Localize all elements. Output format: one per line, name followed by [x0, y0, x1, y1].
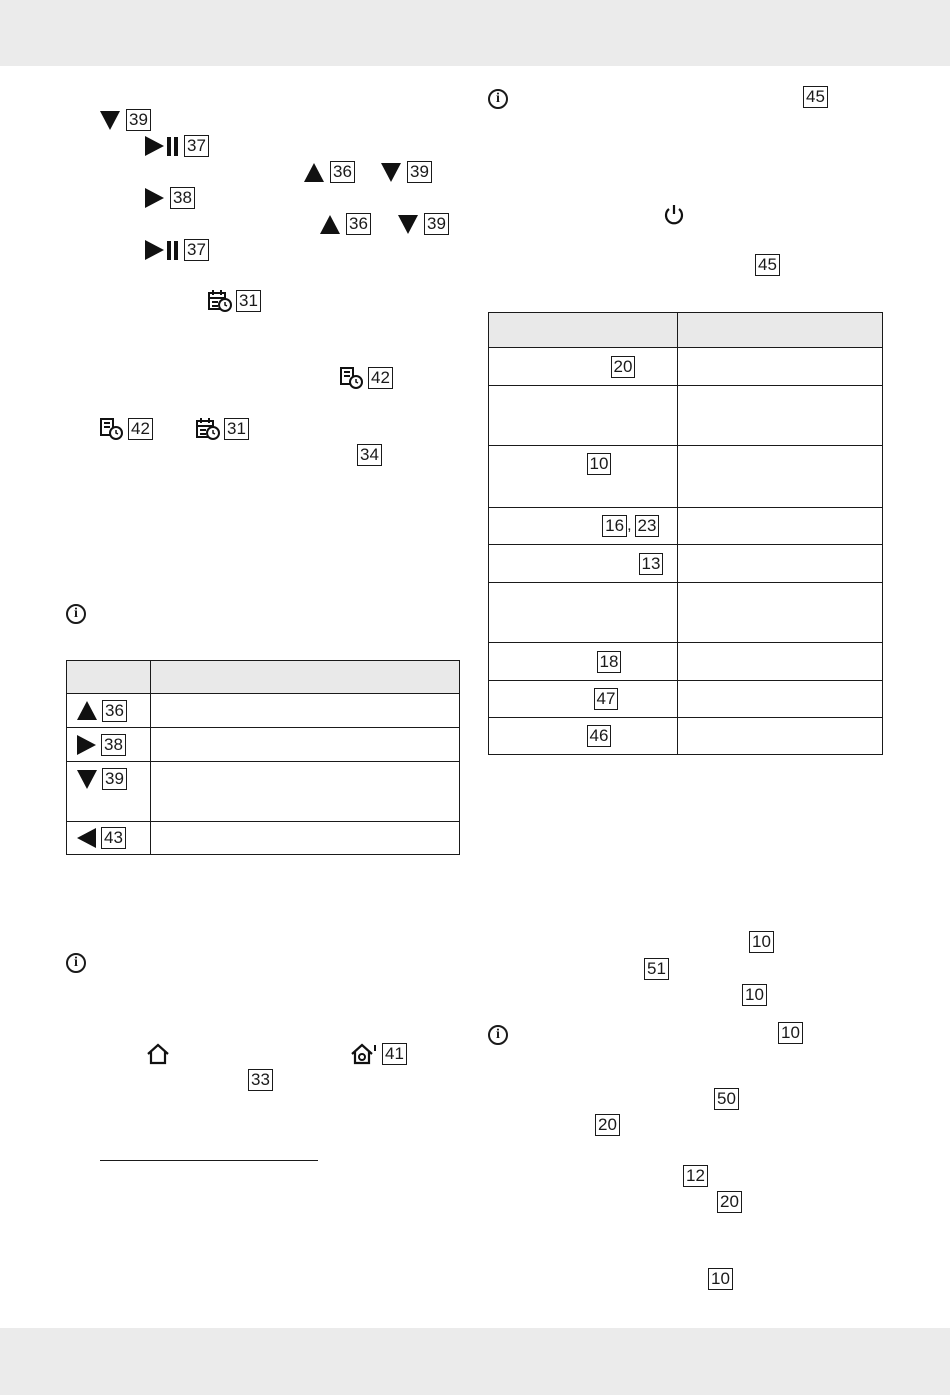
ref-arrow-up-36 — [320, 212, 371, 236]
ref-number: 46 — [587, 725, 612, 747]
ref-number: 18 — [597, 651, 622, 673]
ref-number: 38 — [101, 734, 126, 756]
table-header-row — [489, 313, 883, 348]
ref-arrow-right-38 — [145, 186, 195, 210]
ref-number: 45 — [755, 254, 780, 276]
table-row — [489, 718, 883, 755]
arrow-down-icon — [77, 770, 97, 789]
ref-number: 38 — [170, 187, 195, 209]
ref-45 — [755, 253, 780, 277]
ref-50 — [714, 1087, 739, 1111]
calendar-timer-icon — [196, 418, 220, 440]
ref-number: 39 — [407, 161, 432, 183]
status-table — [488, 312, 883, 755]
ref-number: 20 — [595, 1114, 620, 1136]
ref-45 — [803, 85, 828, 109]
arrow-down-icon — [100, 111, 120, 130]
ref-calendar-timer-31 — [208, 289, 261, 313]
play-pause-icon — [145, 136, 178, 156]
away-home-icon — [350, 1042, 378, 1066]
table-row — [489, 545, 883, 583]
ref-34 — [357, 443, 382, 467]
arrow-right-icon — [145, 188, 164, 208]
ref-number: 39 — [126, 109, 151, 131]
table-row — [489, 583, 883, 643]
navigation-keys-table — [66, 660, 460, 855]
info-icon: i — [488, 1025, 508, 1045]
arrow-up-icon — [320, 215, 340, 234]
ref-number: 37 — [184, 239, 209, 261]
ref-10 — [742, 983, 767, 1007]
ref-number: 23 — [635, 515, 660, 537]
ref-arrow-down-39 — [398, 212, 449, 236]
ref-number: 39 — [424, 213, 449, 235]
ref-number: 10 — [742, 984, 767, 1006]
arrow-down-icon — [398, 215, 418, 234]
ref-number: 33 — [248, 1069, 273, 1091]
ref-number: 31 — [224, 418, 249, 440]
home-icon-item — [146, 1042, 170, 1066]
ref-number: 36 — [330, 161, 355, 183]
table-row — [489, 446, 883, 508]
ref-12 — [683, 1164, 708, 1188]
ref-number: 51 — [644, 958, 669, 980]
ref-10 — [749, 930, 774, 954]
table-row — [489, 386, 883, 446]
arrow-right-icon — [77, 735, 96, 755]
arrow-down-icon — [381, 163, 401, 182]
ref-playpause-37 — [145, 134, 209, 158]
arrow-up-icon — [77, 701, 97, 720]
ref-number: 42 — [368, 367, 393, 389]
table-header-cell — [678, 313, 883, 348]
ref-number: 47 — [594, 688, 619, 710]
ref-number: 50 — [714, 1088, 739, 1110]
ref-33 — [248, 1068, 273, 1092]
table-row — [489, 681, 883, 718]
ref-away-home-41 — [350, 1042, 407, 1066]
table-row — [489, 643, 883, 681]
top-margin-band — [0, 0, 950, 66]
document-timer-icon — [100, 418, 124, 440]
ref-10 — [708, 1267, 733, 1291]
table-header-cell — [151, 661, 460, 694]
play-pause-icon — [145, 240, 178, 260]
ref-number: 16 — [602, 515, 627, 537]
ref-number: 10 — [708, 1268, 733, 1290]
table-header-row — [67, 661, 460, 694]
ref-51 — [644, 957, 669, 981]
ref-number: 20 — [717, 1191, 742, 1213]
table-row — [67, 694, 460, 728]
info-icon: i — [66, 604, 86, 624]
table-header-cell — [67, 661, 151, 694]
table-row: 16 , 23 — [489, 508, 883, 545]
power-icon-item — [663, 203, 685, 227]
info-icon: i — [488, 89, 508, 109]
ref-20 — [717, 1190, 742, 1214]
info-icon: i — [66, 953, 86, 973]
ref-doc-timer-42 — [340, 366, 393, 390]
ref-number: 45 — [803, 86, 828, 108]
arrow-left-icon — [77, 828, 96, 848]
ref-number: 13 — [639, 553, 664, 575]
document-timer-icon — [340, 367, 364, 389]
ref-doc-timer-42 — [100, 417, 153, 441]
table-row — [67, 822, 460, 855]
ref-number: 37 — [184, 135, 209, 157]
ref-arrow-down-39 — [381, 160, 432, 184]
arrow-up-icon — [304, 163, 324, 182]
calendar-timer-icon — [208, 290, 232, 312]
ref-20 — [595, 1113, 620, 1137]
ref-number: 41 — [382, 1043, 407, 1065]
footnote-rule — [100, 1160, 318, 1161]
ref-calendar-timer-31 — [196, 417, 249, 441]
table-row — [489, 348, 883, 386]
table-row — [67, 728, 460, 762]
home-icon — [146, 1042, 170, 1066]
ref-number: 34 — [357, 444, 382, 466]
bottom-margin-band — [0, 1328, 950, 1395]
ref-playpause-37 — [145, 238, 209, 262]
ref-arrow-up-36 — [304, 160, 355, 184]
ref-number: 12 — [683, 1165, 708, 1187]
ref-number: 39 — [102, 768, 127, 790]
ref-number: 10 — [749, 931, 774, 953]
ref-arrow-down-39 — [100, 108, 151, 132]
ref-number: 43 — [101, 827, 126, 849]
ref-number: 10 — [587, 453, 612, 475]
ref-10 — [778, 1021, 803, 1045]
table-row — [67, 762, 460, 822]
ref-number: 36 — [102, 700, 127, 722]
ref-number: 20 — [611, 356, 636, 378]
table-header-cell — [489, 313, 678, 348]
power-icon — [663, 203, 685, 227]
ref-number: 10 — [778, 1022, 803, 1044]
ref-number: 36 — [346, 213, 371, 235]
ref-number: 31 — [236, 290, 261, 312]
ref-number: 42 — [128, 418, 153, 440]
